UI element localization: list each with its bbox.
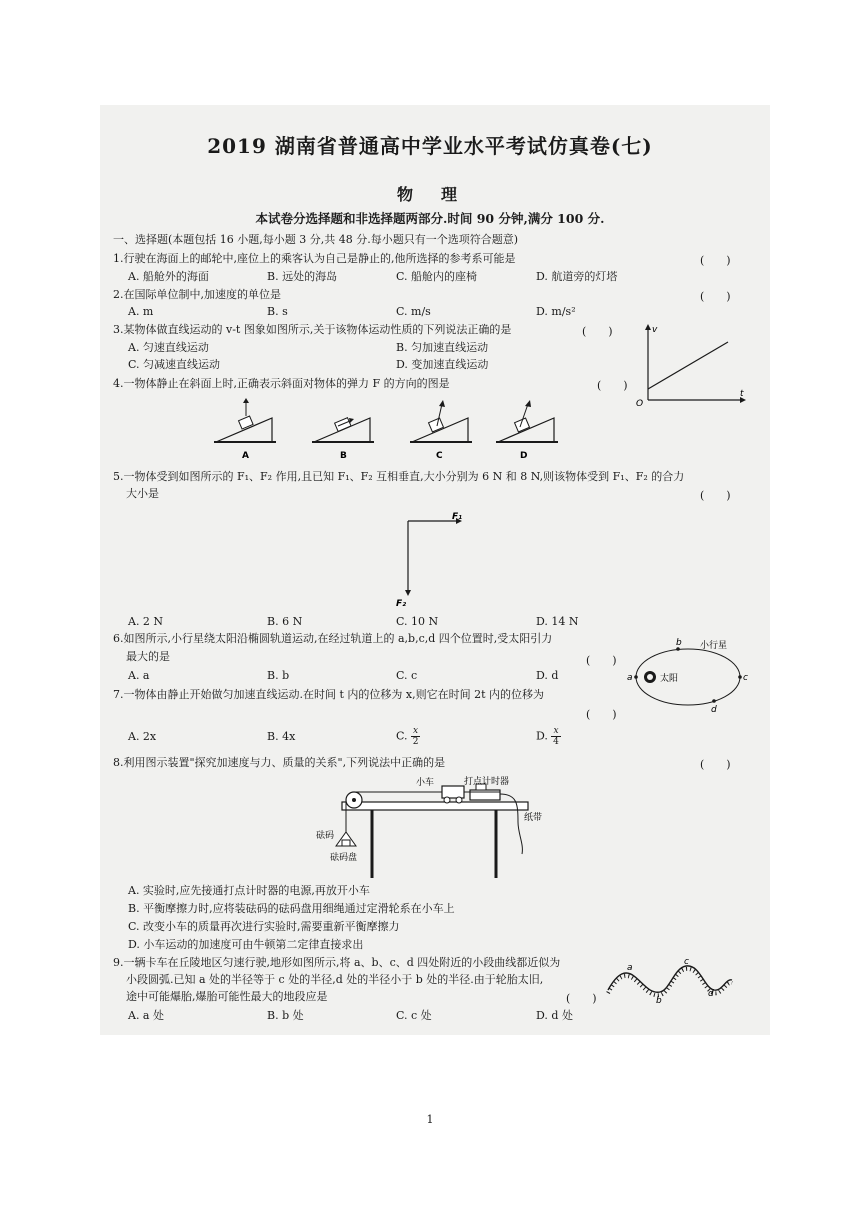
- q4-label-b: B: [340, 451, 347, 461]
- q8-option-a: A. 实验时,应先接通打点计时器的电源,再放开小车: [128, 884, 370, 897]
- q6-option-d: D. d: [536, 669, 559, 682]
- q7-option-d: [536, 726, 561, 747]
- q9-point-b: b: [656, 996, 662, 1006]
- q2-stem: 2.在国际单位制中,加速度的单位是: [113, 288, 281, 301]
- q6-answer-paren: ( ): [586, 654, 617, 667]
- q3-graph-origin-label: O: [636, 399, 644, 409]
- q2-answer-paren: ( ): [700, 290, 731, 303]
- q4-incline-figures: [208, 396, 568, 468]
- q7-answer-paren: ( ): [586, 708, 617, 721]
- q5-stem: 5.一物体受到如图所示的 F₁、F₂ 作用,且已知 F₁、F₂ 互相垂直,大小分别为 6 N 和 8 N,则该物体受到 F₁、F₂ 的合力: [113, 470, 685, 483]
- q4-figure-a: [214, 398, 276, 461]
- q8-weight-label: 砝码: [316, 831, 335, 841]
- q8-option-d: D. 小车运动的加速度可由牛顿第二定律直接求出: [128, 938, 364, 951]
- q5-option-a: A. 2 N: [128, 615, 164, 628]
- q8-option-b: B. 平衡摩擦力时,应将装砝码的砝码盘用细绳通过定滑轮系在小车上: [128, 902, 455, 915]
- q2-option-d: D. m/s²: [536, 305, 576, 318]
- q9-point-a: a: [627, 963, 633, 973]
- q1-option-a: A. 船舱外的海面: [128, 270, 209, 283]
- q6-stem: 6.如图所示,小行星绕太阳沿椭圆轨道运动,在经过轨道上的 a,b,c,d 四个位置时,受太阳引力: [113, 632, 553, 645]
- q8-stem: 8.利用图示装置"探究加速度与力、质量的关系",下列说法中正确的是: [113, 756, 446, 769]
- q5-f2-label: F₂: [396, 599, 407, 609]
- q3-option-c: C. 匀减速直线运动: [128, 358, 221, 371]
- q5-stem-cont: 大小是: [126, 487, 159, 500]
- subject-heading: 物 理: [396, 185, 463, 204]
- q6-option-a: A. a: [128, 669, 150, 682]
- q7-option-c: [396, 726, 420, 747]
- q8-car-label: 小车: [416, 778, 435, 788]
- q1-option-c: C. 船舱内的座椅: [396, 270, 478, 283]
- q6-option-c: C. c: [396, 669, 418, 682]
- q4-label-d: D: [520, 451, 528, 461]
- q7-option-b: B. 4x: [267, 730, 296, 743]
- q4-stem: 4.一物体静止在斜面上时,正确表示斜面对物体的弹力 F 的方向的图是: [113, 377, 450, 390]
- page-number: 1: [426, 1113, 434, 1126]
- q6-stem-cont: 最大的是: [126, 650, 170, 663]
- q4-figure-b: [312, 418, 374, 461]
- q9-terrain-diagram: [604, 958, 736, 1008]
- q7-option-c-fraction: $\frac{x}{2}$: [412, 726, 419, 747]
- exam-intro: 本试卷分选择题和非选择题两部分.时间 90 分钟,满分 100 分.: [255, 211, 605, 226]
- q9-stem: 9.一辆卡车在丘陵地区匀速行驶,地形如图所示,将 a、b、c、d 四处附近的小段曲线都近似为: [113, 956, 561, 969]
- q3-graph-v-label: v: [652, 325, 658, 335]
- q6-point-d: d: [711, 705, 717, 715]
- q6-point-b: b: [676, 638, 682, 648]
- q3-vt-graph: [630, 322, 750, 410]
- q1-option-b: B. 远处的海岛: [267, 270, 338, 283]
- q9-stem-cont2: 途中可能爆胎,爆胎可能性最大的地段应是: [126, 990, 328, 1003]
- q4-label-c: C: [436, 451, 443, 461]
- q9-answer-paren: ( ): [566, 992, 597, 1005]
- q6-planet-label: 小行星: [700, 641, 728, 651]
- q1-answer-paren: ( ): [700, 254, 731, 267]
- q9-point-c: c: [684, 958, 689, 967]
- q2-option-c: C. m/s: [396, 305, 431, 318]
- q9-option-b: B. b 处: [267, 1009, 304, 1022]
- q6-option-b: B. b: [267, 669, 290, 682]
- q7-option-c-letter: C.: [396, 729, 408, 743]
- q6-point-c: c: [743, 673, 748, 683]
- q9-stem-cont1: 小段圆弧.已知 a 处的半径等于 c 处的半径,d 处的半径小于 b 处的半径.由于轮胎太旧,: [126, 973, 544, 986]
- q7-option-d-letter: D.: [536, 729, 548, 743]
- q9-option-c: C. c 处: [396, 1009, 432, 1022]
- exam-title: 2019 湖南省普通高中学业水平考试仿真卷(七): [207, 134, 653, 158]
- q6-orbit-diagram: [620, 632, 752, 716]
- q8-apparatus-diagram: [312, 774, 552, 884]
- q2-option-b: B. s: [267, 305, 288, 318]
- q9-option-d: D. d 处: [536, 1009, 573, 1022]
- q4-label-a: A: [242, 451, 249, 461]
- q3-option-a: A. 匀速直线运动: [128, 341, 209, 354]
- q8-option-c: C. 改变小车的质量再次进行实验时,需要重新平衡摩擦力: [128, 920, 400, 933]
- q4-figure-d: [496, 400, 558, 461]
- q6-point-a: a: [627, 673, 633, 683]
- q7-option-a: A. 2x: [128, 730, 157, 743]
- q9-option-a: A. a 处: [128, 1009, 164, 1022]
- section-heading: 一、选择题(本题包括 16 小题,每小题 3 分,共 48 分.每小题只有一个选项符合题意): [113, 233, 519, 246]
- q3-option-b: B. 匀加速直线运动: [396, 341, 489, 354]
- q3-stem: 3.某物体做直线运动的 v-t 图象如图所示,关于该物体运动性质的下列说法正确的是: [113, 323, 512, 336]
- q3-answer-paren: ( ): [582, 325, 613, 338]
- q2-option-a: A. m: [128, 305, 154, 318]
- q5-option-b: B. 6 N: [267, 615, 303, 628]
- q1-stem: 1.行驶在海面上的邮轮中,座位上的乘客认为自己是静止的,他所选择的参考系可能是: [113, 252, 516, 265]
- q9-point-d: d: [708, 989, 714, 999]
- q3-option-d: D. 变加速直线运动: [396, 358, 489, 371]
- q5-answer-paren: ( ): [700, 489, 731, 502]
- q4-figure-c: [410, 400, 472, 461]
- q8-answer-paren: ( ): [700, 758, 731, 771]
- q7-stem: 7.一物体由静止开始做匀加速直线运动.在时间 t 内的位移为 x,则它在时间 2t 内的位移为: [113, 688, 545, 701]
- q5-option-c: C. 10 N: [396, 615, 439, 628]
- q4-answer-paren: ( ): [597, 379, 628, 392]
- q7-option-d-fraction: $\frac{x}{4}$: [553, 726, 559, 747]
- q5-f1-label: F₁: [452, 512, 463, 522]
- q8-pan-label: 砝码盘: [330, 853, 358, 863]
- q3-graph-t-label: t: [740, 389, 744, 399]
- q1-option-d: D. 航道旁的灯塔: [536, 270, 618, 283]
- q5-force-diagram: [394, 510, 474, 610]
- q8-timer-label: 打点计时器: [464, 777, 510, 787]
- q6-sun-label: 太阳: [660, 674, 679, 684]
- q5-option-d: D. 14 N: [536, 615, 579, 628]
- q8-tape-label: 纸带: [524, 813, 543, 823]
